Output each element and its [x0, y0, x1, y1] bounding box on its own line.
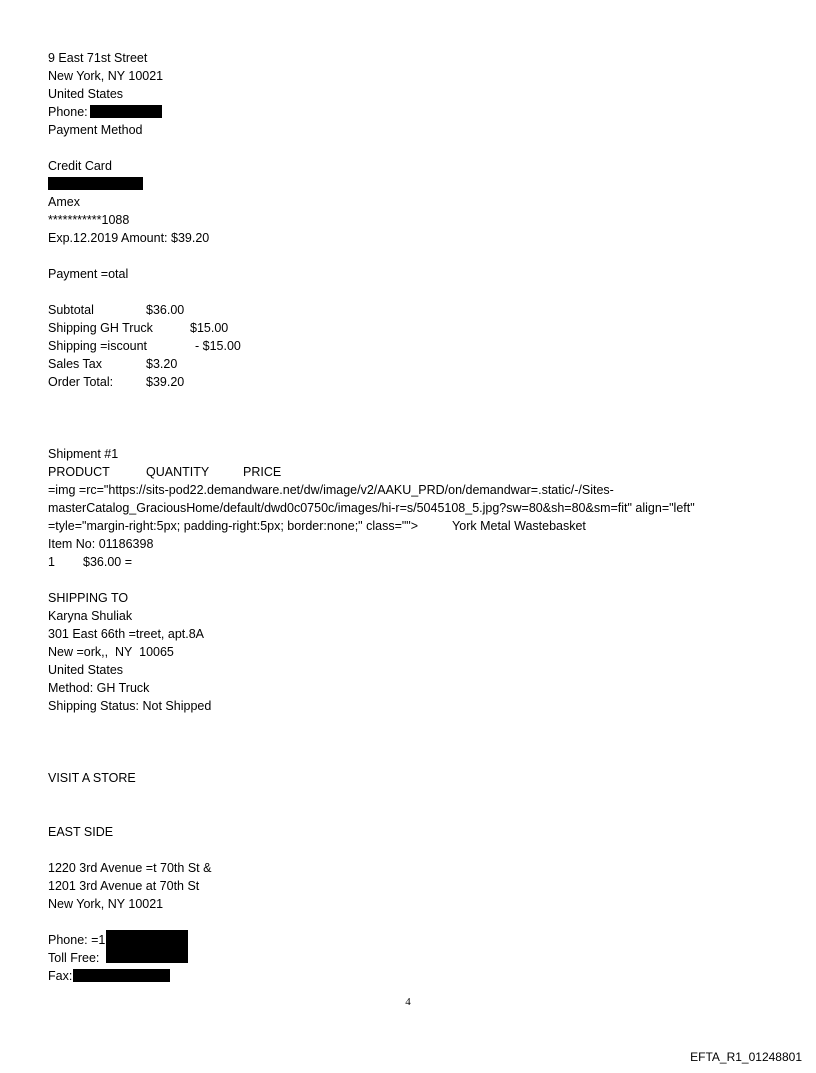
totals-value: $15.00 — [190, 321, 229, 335]
totals-label: Subtotal — [48, 303, 94, 317]
store-phone-label: Phone: =1 — [48, 933, 106, 947]
shipment-title: Shipment #1 — [48, 447, 119, 461]
card-number: ***********1088 — [48, 213, 130, 227]
card-exp-amount: Exp.12.2019 Amount: $39.20 — [48, 231, 210, 245]
billing-phone-line — [48, 103, 788, 121]
column-price: PRICE — [243, 465, 282, 479]
card-brand: Amex — [48, 195, 80, 209]
shipping-to-heading: SHIPPING TO — [48, 591, 129, 605]
store-address-2: 1201 3rd Avenue at 70th St — [48, 879, 200, 893]
totals-value: $3.20 — [146, 357, 178, 371]
redaction-block — [48, 177, 143, 190]
totals-row — [48, 301, 788, 319]
totals-row — [48, 337, 788, 355]
redaction-block — [106, 930, 188, 963]
billing-country: United States — [48, 87, 124, 101]
document-body — [48, 49, 788, 985]
shipping-status: Shipping Status: Not Shipped — [48, 699, 212, 713]
store-toll-free-label: Toll Free: — [48, 951, 100, 965]
item-number: Item No: 01186398 — [48, 537, 154, 551]
product-name: York Metal Wastebasket — [452, 519, 586, 533]
store-city: New York, NY 10021 — [48, 897, 164, 911]
store-fax-label: Fax: — [48, 969, 73, 983]
redaction-block — [73, 969, 170, 982]
item-qty: 1 — [48, 555, 55, 569]
redacted-line — [48, 175, 788, 193]
column-product: PRODUCT — [48, 465, 110, 479]
store-phone-line — [48, 931, 788, 949]
billing-phone-label: Phone: — [48, 105, 88, 119]
totals-row — [48, 355, 788, 373]
redaction-block — [90, 105, 162, 118]
item-qty-price — [48, 553, 788, 571]
item-price: $36.00 = — [83, 555, 133, 569]
column-quantity: QUANTITY — [146, 465, 210, 479]
totals-value: $36.00 — [146, 303, 185, 317]
totals-row — [48, 319, 788, 337]
totals-label: Sales Tax — [48, 357, 102, 371]
visit-store-heading: VISIT A STORE — [48, 771, 136, 785]
payment-method-label: Payment Method — [48, 123, 143, 137]
totals-value: - $15.00 — [195, 339, 241, 353]
img-markup-text: =tyle="margin-right:5px; padding-right:5px; border:none;" class=""> — [48, 519, 419, 533]
recipient-country: United States — [48, 663, 124, 677]
store-fax-line — [48, 967, 788, 985]
recipient-city: New =ork,, NY 10065 — [48, 645, 174, 659]
document-id: EFTA_R1_01248801 — [690, 1050, 802, 1064]
store-address-1: 1220 3rd Avenue =t 70th St & — [48, 861, 212, 875]
shipping-method: Method: GH Truck — [48, 681, 150, 695]
totals-label: Shipping =iscount — [48, 339, 148, 353]
billing-city: New York, NY 10021 — [48, 69, 164, 83]
img-markup-line-1: =img =rc="https://sits-pod22.demandware.net/dw/image/v2/AAKU_PRD/on/demandwar=.static/-/Sites- — [48, 483, 614, 497]
billing-street: 9 East 71st Street — [48, 51, 148, 65]
payment-type: Credit Card — [48, 159, 112, 173]
totals-label: Shipping GH Truck — [48, 321, 153, 335]
img-markup-line-2: masterCatalog_GraciousHome/default/dwd0c0750c/images/hi-r=s/5045108_5.jpg?sw=80&sh=80&sm=fit" align="left" — [48, 501, 695, 515]
recipient-street: 301 East 66th =treet, apt.8A — [48, 627, 205, 641]
shipment-columns — [48, 463, 788, 481]
totals-label: Order Total: — [48, 375, 114, 389]
page-number: 4 — [405, 996, 411, 1008]
recipient-name: Karyna Shuliak — [48, 609, 133, 623]
img-markup-line-3 — [48, 517, 788, 535]
payment-total-heading: Payment =otal — [48, 267, 129, 281]
store-location: EAST SIDE — [48, 825, 114, 839]
totals-value: $39.20 — [146, 375, 185, 389]
totals-row — [48, 373, 788, 391]
